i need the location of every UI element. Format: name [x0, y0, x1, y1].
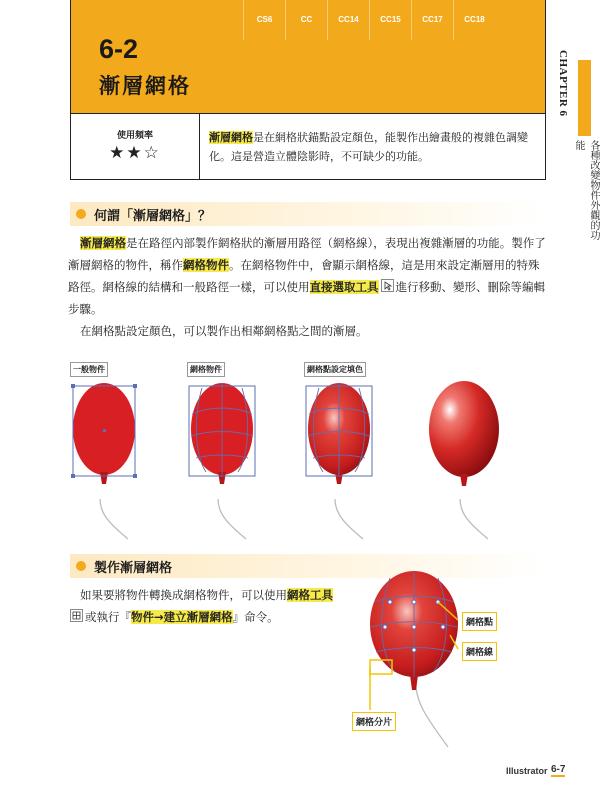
figure-label: 網格物件 [187, 362, 225, 377]
frequency-rating [71, 114, 200, 179]
paragraph-text: 進行移動、變形、刪除等編輯步驟。 [68, 280, 545, 316]
frequency-box [70, 114, 546, 180]
frequency-description [209, 128, 529, 166]
chapter-tab-marker [578, 60, 591, 136]
description-text: 是在網格狀錨點設定顏色，能製作出繪畫般的複雜色調變化。這是營造立體陰影時，不可缺少的功能。 [209, 131, 528, 163]
version-tab: CC [285, 0, 327, 40]
section-heading-text: 製作漸層網格 [94, 561, 173, 576]
chapter-subtitle: 各種改變物件外觀的功能 [573, 140, 599, 240]
balloon-final [429, 381, 499, 539]
bullet-dot-icon [76, 209, 86, 219]
paragraph-text: 』命令。 [232, 610, 279, 624]
highlight-term: 網格工具 [287, 588, 333, 602]
bullet-dot-icon [76, 561, 86, 571]
balloon-plain [71, 383, 137, 539]
figure-label: 一般物件 [70, 362, 108, 377]
star-rating-icon: ★★☆ [109, 143, 161, 163]
figure-mesh-anatomy [340, 572, 540, 752]
paragraph-create-mesh [68, 584, 348, 628]
version-tabs [243, 0, 495, 40]
highlight-term: 物件→建立漸層網格 [131, 610, 233, 624]
mesh-tool-icon [70, 609, 83, 622]
paragraph-text: 。在網格物件中，會顯示網格線，這是用來設定漸層用的特殊路徑。網格線的結構和一般路徑一樣，可以使用 [68, 258, 540, 294]
direct-selection-tool-icon [381, 279, 394, 292]
section-heading-what-is-mesh [70, 202, 546, 226]
figure-mesh-comparison [70, 362, 550, 532]
page-number: 6-7 [551, 764, 566, 775]
callout-mesh-point: 網格點 [462, 612, 497, 631]
section-header [70, 0, 546, 114]
balloon-mesh-colored [306, 383, 372, 539]
figure-label: 網格點設定填色 [304, 362, 366, 377]
section-number: 6-2 [99, 34, 139, 64]
highlight-term: 漸層網格 [80, 236, 126, 250]
highlight-term: 直接選取工具 [309, 280, 379, 294]
footer-app-name: Illustrator [506, 766, 548, 776]
version-tab: CS6 [243, 0, 285, 40]
highlight-term: 網格物件 [183, 258, 229, 272]
frequency-label: 使用頻率 [116, 131, 153, 141]
version-tab: CC17 [411, 0, 453, 40]
paragraph-text: 或執行『 [85, 610, 131, 624]
version-tab: CC14 [327, 0, 369, 40]
paragraph-mesh-point-color: 在網格點設定顏色，可以製作出相鄰網格點之間的漸層。 [80, 324, 368, 338]
balloon-mesh [189, 383, 255, 539]
section-heading-text: 何謂「漸層網格」？ [94, 209, 212, 224]
callout-mesh-patch: 網格分片 [352, 712, 396, 731]
version-tab: CC18 [453, 0, 495, 40]
highlight-term: 漸層網格 [209, 131, 253, 144]
paragraph-text: 如果要將物件轉換成網格物件，可以使用 [80, 588, 287, 602]
section-title: 漸層網格 [99, 74, 191, 98]
version-tab: CC15 [369, 0, 411, 40]
paragraph-mesh-intro [68, 232, 546, 320]
callout-mesh-line: 網格線 [462, 642, 497, 661]
paragraph-text: 是在路徑內部製作網格狀的漸層用路徑（網格線），表現出複雜漸層的功能。製作了漸層網格的物件，稱作 [68, 236, 546, 272]
balloon-figure-svg [70, 374, 550, 532]
chapter-label: CHAPTER 6 [557, 50, 569, 117]
